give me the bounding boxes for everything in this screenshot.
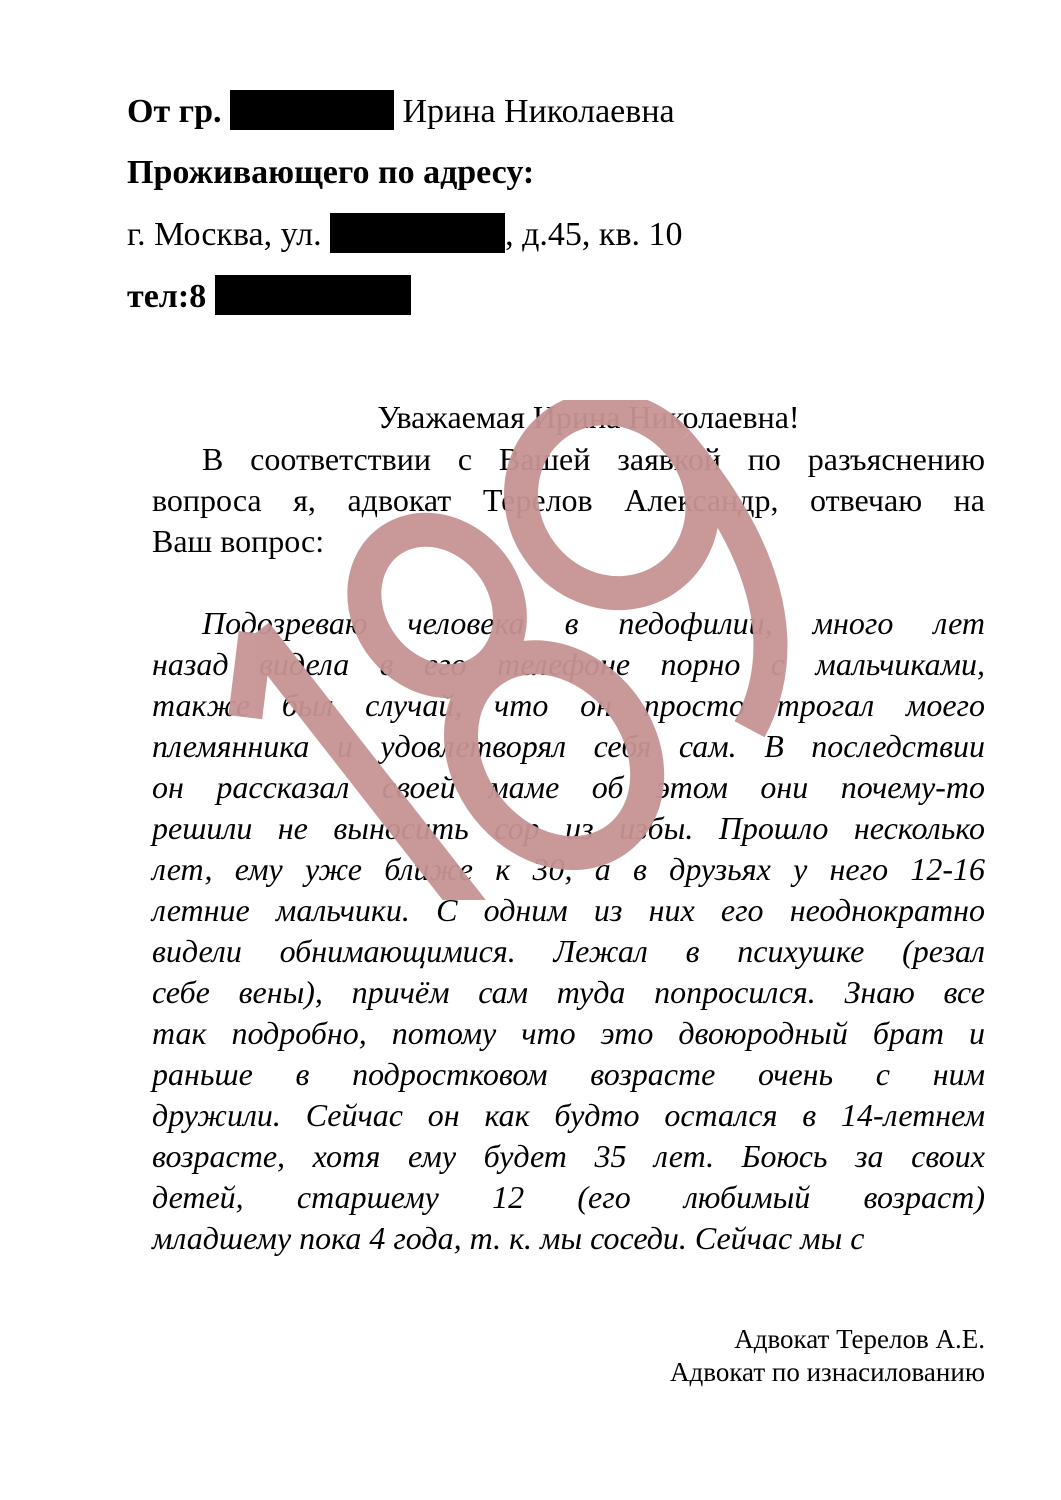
signature-block bbox=[670, 1323, 985, 1389]
text-line: лет, ему уже ближе к 30, а в друзьях у него 12-16 bbox=[152, 851, 985, 887]
text-line: В соответствии с Вашей заявкой по разъяснению bbox=[202, 441, 985, 477]
text-line: младшему пока 4 года, т. к. мы соседи. Сейчас мы с bbox=[152, 1220, 865, 1256]
text-line: детей, старшему 12 (его любимый возраст) bbox=[152, 1179, 985, 1215]
from-line bbox=[127, 90, 675, 132]
text-line: так подробно, потому что это двоюродный брат и bbox=[152, 1015, 985, 1051]
text-line: вопроса я, адвокат Терелов Александр, отвечаю на bbox=[152, 482, 985, 518]
text-line: дружили. Сейчас он как будто остался в 14-летнем bbox=[152, 1097, 985, 1133]
signature-name: Адвокат Терелов А.Е. bbox=[734, 1324, 985, 1354]
greeting: Уважаемая Ирина Николаевна! bbox=[377, 399, 800, 435]
text-line: племянника и удовлетворял себя сам. В последствии bbox=[152, 728, 985, 764]
address-label: Проживающего по адресу: bbox=[127, 154, 535, 191]
redaction-box bbox=[330, 213, 505, 253]
phone-label: тел:8 bbox=[127, 278, 207, 315]
question-paragraph bbox=[152, 603, 985, 1259]
text-line: решили не выносить сор из избы. Прошло несколько bbox=[152, 810, 985, 846]
text-line: возрасте, хотя ему будет 35 лет. Боюсь за своих bbox=[152, 1138, 985, 1174]
address-line bbox=[127, 213, 683, 255]
phone-line bbox=[127, 275, 411, 317]
text-line: видели обнимающимися. Лежал в психушке (резал bbox=[152, 933, 985, 969]
redaction-box bbox=[230, 90, 394, 130]
text-line: себе вены), причём сам туда попросился. Знаю все bbox=[152, 974, 985, 1010]
text-line: раньше в подростковом возрасте очень с ним bbox=[152, 1056, 985, 1092]
text-line: Подозреваю человека в педофилии, много лет bbox=[202, 605, 985, 641]
from-label: От гр. bbox=[127, 93, 222, 130]
from-name: Ирина Николаевна bbox=[402, 93, 675, 130]
text-line: он рассказал своей маме об этом они почему-то bbox=[152, 769, 985, 805]
text-line: летние мальчики. С одним из них его неоднократно bbox=[152, 892, 985, 928]
text-line: также был случай, что он просто трогал моего bbox=[152, 687, 985, 723]
text-line: Ваш вопрос: bbox=[152, 523, 325, 559]
redaction-box bbox=[215, 275, 411, 315]
signature-title: Адвокат по изнасилованию bbox=[670, 1357, 985, 1387]
text-line: назад видела в его телефоне порно с мальчиками, bbox=[152, 646, 985, 682]
address-suffix: , д.45, кв. 10 bbox=[505, 216, 683, 253]
intro-paragraph bbox=[152, 439, 985, 562]
address-prefix: г. Москва, ул. bbox=[127, 216, 322, 253]
